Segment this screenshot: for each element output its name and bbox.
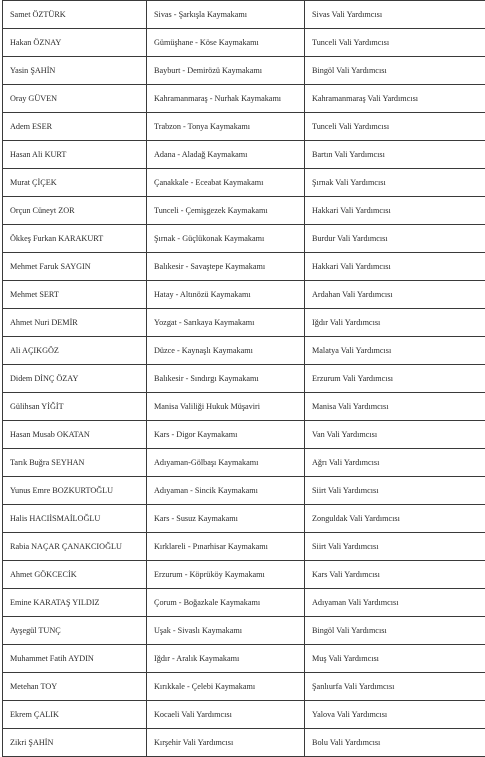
table-row: [3, 29, 485, 57]
person-name-cell: [3, 1, 147, 29]
person-name-cell: [3, 281, 147, 309]
new-position-cell: [305, 197, 485, 225]
new-position-cell: [305, 57, 485, 85]
table-row: [3, 589, 485, 617]
current-position-text: Yozgat - Sarıkaya Kaymakamı: [154, 318, 255, 327]
new-position-cell: [305, 505, 485, 533]
table-row: [3, 197, 485, 225]
current-position-cell: [147, 645, 305, 673]
person-name-cell: [3, 645, 147, 673]
new-position-cell: [305, 337, 485, 365]
new-position-text: Bingöl Vali Yardımcısı: [312, 66, 387, 75]
person-name-cell: [3, 449, 147, 477]
current-position-cell: [147, 141, 305, 169]
new-position-text: Tunceli Vali Yardımcısı: [312, 122, 390, 131]
person-name-text: Metehan TOY: [10, 682, 58, 691]
new-position-text: Bingöl Vali Yardımcısı: [312, 626, 387, 635]
person-name-cell: [3, 617, 147, 645]
new-position-cell: [305, 85, 485, 113]
current-position-cell: [147, 29, 305, 57]
person-name-cell: [3, 701, 147, 729]
current-position-text: Kars - Susuz Kaymakamı: [154, 514, 238, 523]
current-position-cell: [147, 365, 305, 393]
person-name-cell: [3, 225, 147, 253]
new-position-text: Bartın Vali Yardımcısı: [312, 150, 385, 159]
person-name-text: Ali AÇIKGÖZ: [10, 346, 59, 355]
new-position-text: Siirt Vali Yardımcısı: [312, 486, 379, 495]
current-position-cell: [147, 617, 305, 645]
new-position-text: Manisa Vali Yardımcısı: [312, 402, 389, 411]
table-row: [3, 169, 485, 197]
new-position-text: Van Vali Yardımcısı: [312, 430, 378, 439]
current-position-cell: [147, 113, 305, 141]
new-position-cell: [305, 729, 485, 757]
current-position-cell: [147, 253, 305, 281]
new-position-cell: [305, 309, 485, 337]
person-name-text: Mehmet SERT: [10, 290, 59, 299]
new-position-cell: [305, 29, 485, 57]
appointment-table: [2, 0, 485, 757]
person-name-cell: [3, 589, 147, 617]
new-position-text: Bolu Vali Yardımcısı: [312, 738, 381, 747]
person-name-cell: [3, 365, 147, 393]
current-position-text: Uşak - Sivaslı Kaymakamı: [154, 626, 242, 635]
new-position-text: Iğdır Vali Yardımcısı: [312, 318, 381, 327]
current-position-cell: [147, 701, 305, 729]
person-name-text: Yunus Emre BOZKURTOĞLU: [10, 486, 114, 495]
person-name-cell: [3, 505, 147, 533]
new-position-text: Muş Vali Yardımcısı: [312, 654, 379, 663]
new-position-cell: [305, 477, 485, 505]
current-position-cell: [147, 561, 305, 589]
current-position-cell: [147, 337, 305, 365]
new-position-text: Zonguldak Vali Yardımcısı: [312, 514, 400, 523]
person-name-cell: [3, 169, 147, 197]
current-position-cell: [147, 225, 305, 253]
person-name-cell: [3, 533, 147, 561]
new-position-text: Adıyaman Vali Yardımcısı: [312, 598, 399, 607]
person-name-cell: [3, 29, 147, 57]
new-position-cell: [305, 617, 485, 645]
person-name-text: Ayşegül TUNÇ: [10, 626, 61, 635]
person-name-text: Hakan ÖZNAY: [10, 38, 62, 47]
person-name-text: Mehmet Faruk SAYGIN: [10, 262, 91, 271]
current-position-text: Balıkesir - Savaştepe Kaymakamı: [154, 262, 266, 271]
current-position-text: Erzurum - Köprüköy Kaymakamı: [154, 570, 265, 579]
new-position-cell: [305, 645, 485, 673]
new-position-cell: [305, 141, 485, 169]
current-position-text: Çanakkale - Eceabat Kaymakamı: [154, 178, 264, 187]
table-row: [3, 421, 485, 449]
current-position-cell: [147, 57, 305, 85]
person-name-text: Gülihsan YİĞİT: [10, 402, 64, 411]
person-name-cell: [3, 253, 147, 281]
current-position-cell: [147, 309, 305, 337]
table-row: [3, 365, 485, 393]
new-position-cell: [305, 561, 485, 589]
table-row: [3, 337, 485, 365]
table-row: [3, 113, 485, 141]
current-position-text: Kocaeli Vali Yardımcısı: [154, 710, 232, 719]
new-position-cell: [305, 253, 485, 281]
new-position-cell: [305, 113, 485, 141]
current-position-cell: [147, 477, 305, 505]
new-position-text: Tunceli Vali Yardımcısı: [312, 38, 390, 47]
current-position-text: Şırnak - Güçlükonak Kaymakamı: [154, 234, 265, 243]
current-position-cell: [147, 421, 305, 449]
new-position-text: Siirt Vali Yardımcısı: [312, 542, 379, 551]
current-position-cell: [147, 1, 305, 29]
person-name-text: Oray GÜVEN: [10, 94, 58, 103]
current-position-text: Kırıkkale - Çelebi Kaymakamı: [154, 682, 256, 691]
new-position-text: Kars Vali Yardımcısı: [312, 570, 380, 579]
table-row: [3, 701, 485, 729]
current-position-cell: [147, 589, 305, 617]
current-position-text: Gümüşhane - Köse Kaymakamı: [154, 38, 259, 47]
current-position-text: Tunceli - Çemişgezek Kaymakamı: [154, 206, 268, 215]
table-row: [3, 253, 485, 281]
person-name-cell: [3, 113, 147, 141]
person-name-text: Orçun Cüneyt ZOR: [10, 206, 75, 215]
person-name-text: Hasan Ali KURT: [10, 150, 67, 159]
new-position-cell: [305, 449, 485, 477]
person-name-text: Didem DİNÇ ÖZAY: [10, 374, 79, 383]
person-name-text: Zikri ŞAHİN: [10, 738, 54, 747]
person-name-cell: [3, 197, 147, 225]
person-name-cell: [3, 729, 147, 757]
current-position-text: Adıyaman-Gölbaşı Kaymakamı: [154, 458, 259, 467]
current-position-cell: [147, 85, 305, 113]
person-name-text: Murat ÇİÇEK: [10, 178, 57, 187]
new-position-text: Ardahan Vali Yardımcısı: [312, 290, 393, 299]
person-name-text: Adem ESER: [10, 122, 53, 131]
person-name-text: Samet ÖZTÜRK: [10, 10, 66, 19]
person-name-text: Ekrem ÇALIK: [10, 710, 59, 719]
new-position-cell: [305, 225, 485, 253]
new-position-text: Şırnak Vali Yardımcısı: [312, 178, 386, 187]
table-row: [3, 309, 485, 337]
new-position-text: Kahramanmaraş Vali Yardımcısı: [312, 94, 419, 103]
person-name-text: Ahmet GÖKCECİK: [10, 570, 77, 579]
person-name-cell: [3, 561, 147, 589]
new-position-cell: [305, 1, 485, 29]
new-position-cell: [305, 673, 485, 701]
table-row: [3, 141, 485, 169]
new-position-cell: [305, 421, 485, 449]
current-position-cell: [147, 505, 305, 533]
table-row: [3, 533, 485, 561]
person-name-text: Tarık Buğra SEYHAN: [10, 458, 85, 467]
appointment-document: [2, 0, 483, 757]
new-position-cell: [305, 393, 485, 421]
current-position-text: Adana - Aladağ Kaymakamı: [154, 150, 248, 159]
current-position-text: Kırşehir Vali Yardımcısı: [154, 738, 234, 747]
current-position-text: Balıkesir - Sındırgı Kaymakamı: [154, 374, 259, 383]
new-position-cell: [305, 701, 485, 729]
new-position-text: Hakkari Vali Yardımcısı: [312, 206, 391, 215]
new-position-text: Malatya Vali Yardımcısı: [312, 346, 392, 355]
current-position-text: Iğdır - Aralık Kaymakamı: [154, 654, 240, 663]
person-name-text: Rabia NAÇAR ÇANAKCIOĞLU: [10, 542, 122, 551]
current-position-text: Bayburt - Demirözü Kaymakamı: [154, 66, 262, 75]
person-name-text: Emine KARATAŞ YILDIZ: [10, 598, 100, 607]
current-position-cell: [147, 169, 305, 197]
new-position-text: Ağrı Vali Yardımcısı: [312, 458, 380, 467]
table-row: [3, 393, 485, 421]
new-position-text: Erzurum Vali Yardımcısı: [312, 374, 394, 383]
table-row: [3, 729, 485, 757]
new-position-cell: [305, 533, 485, 561]
new-position-cell: [305, 589, 485, 617]
new-position-cell: [305, 281, 485, 309]
current-position-cell: [147, 197, 305, 225]
current-position-text: Sivas - Şarkışla Kaymakamı: [154, 10, 248, 19]
current-position-text: Çorum - Boğazkale Kaymakamı: [154, 598, 261, 607]
new-position-text: Burdur Vali Yardımcısı: [312, 234, 388, 243]
appointment-table-body: [3, 1, 485, 757]
person-name-cell: [3, 141, 147, 169]
current-position-cell: [147, 393, 305, 421]
current-position-text: Adıyaman - Sincik Kaymakamı: [154, 486, 258, 495]
table-row: [3, 449, 485, 477]
table-row: [3, 673, 485, 701]
table-row: [3, 477, 485, 505]
table-row: [3, 225, 485, 253]
person-name-cell: [3, 309, 147, 337]
current-position-cell: [147, 533, 305, 561]
current-position-cell: [147, 673, 305, 701]
table-row: [3, 561, 485, 589]
current-position-text: Kırklareli - Pınarhisar Kaymakamı: [154, 542, 268, 551]
new-position-cell: [305, 365, 485, 393]
table-row: [3, 1, 485, 29]
new-position-cell: [305, 169, 485, 197]
table-row: [3, 617, 485, 645]
new-position-text: Sivas Vali Yardımcısı: [312, 10, 383, 19]
person-name-text: Ökkeş Furkan KARAKURT: [10, 234, 104, 243]
table-row: [3, 281, 485, 309]
current-position-cell: [147, 281, 305, 309]
table-row: [3, 645, 485, 673]
table-row: [3, 57, 485, 85]
person-name-text: Halis HACIİSMAİLOĞLU: [10, 514, 101, 523]
person-name-text: Ahmet Nuri DEMİR: [10, 318, 78, 327]
current-position-text: Düzce - Kaynaşlı Kaymakamı: [154, 346, 253, 355]
current-position-cell: [147, 449, 305, 477]
new-position-text: Yalova Vali Yardımcısı: [312, 710, 388, 719]
current-position-text: Kars - Digor Kaymakamı: [154, 430, 238, 439]
table-row: [3, 85, 485, 113]
person-name-text: Hasan Musab OKATAN: [10, 430, 90, 439]
person-name-cell: [3, 57, 147, 85]
person-name-text: Yasin ŞAHİN: [10, 66, 56, 75]
person-name-cell: [3, 673, 147, 701]
person-name-cell: [3, 337, 147, 365]
person-name-cell: [3, 477, 147, 505]
table-row: [3, 505, 485, 533]
current-position-text: Kahramanmaraş - Nurhak Kaymakamı: [154, 94, 282, 103]
person-name-text: Muhammet Fatih AYDIN: [10, 654, 94, 663]
new-position-text: Hakkari Vali Yardımcısı: [312, 262, 391, 271]
person-name-cell: [3, 421, 147, 449]
person-name-cell: [3, 393, 147, 421]
person-name-cell: [3, 85, 147, 113]
current-position-text: Manisa Valiliği Hukuk Müşaviri: [154, 402, 261, 411]
new-position-text: Şanlıurfa Vali Yardımcısı: [312, 682, 395, 691]
current-position-cell: [147, 729, 305, 757]
current-position-text: Trabzon - Tonya Kaymakamı: [154, 122, 251, 131]
current-position-text: Hatay - Altınözü Kaymakamı: [154, 290, 251, 299]
